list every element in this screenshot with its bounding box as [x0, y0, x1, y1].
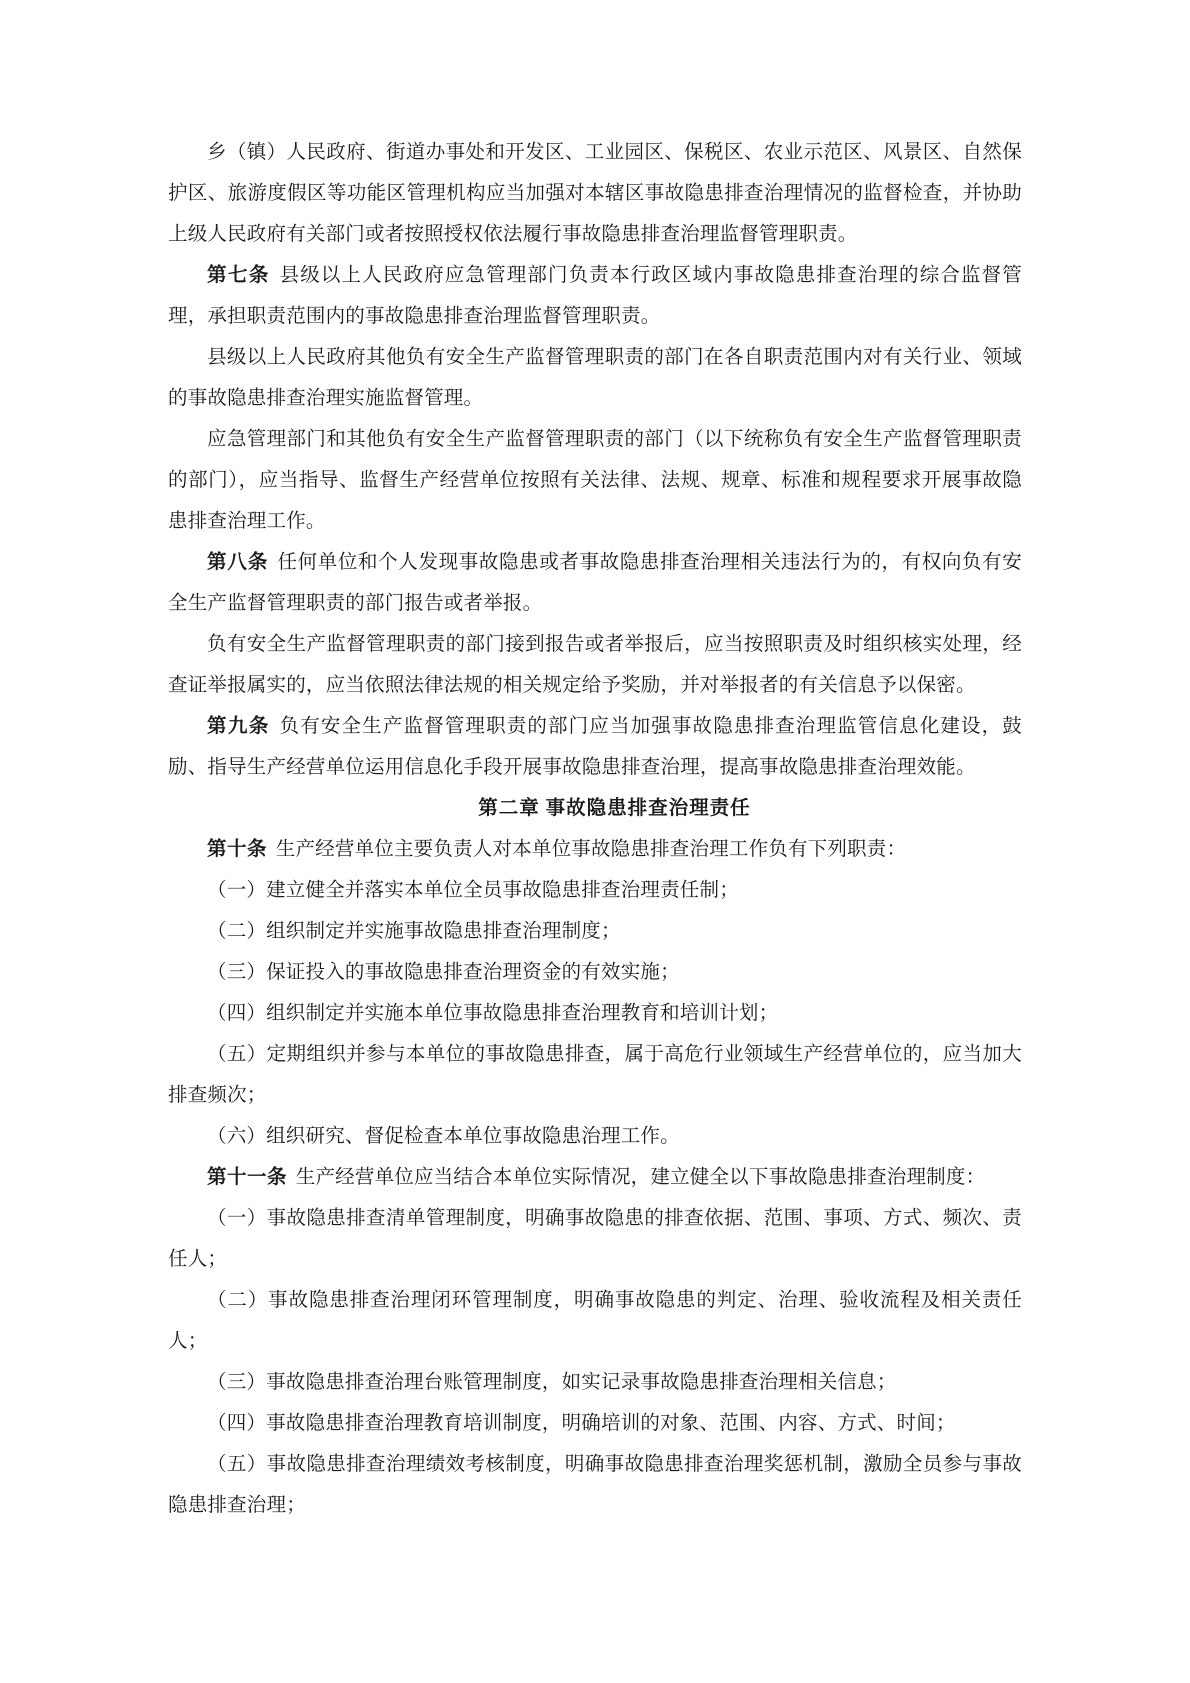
body-paragraph [168, 1444, 1022, 1526]
article-paragraph [168, 255, 1022, 337]
body-paragraph [168, 1198, 1022, 1280]
paragraph-text: 负有安全生产监督管理职责的部门接到报告或者举报后，应当按照职责及时组织核实处理，经查证举报属实的，应当依照法律法规的相关规定给予奖励，并对举报者的有关信息予以保密。 [168, 634, 1022, 696]
article-label: 第十条 [207, 839, 268, 860]
paragraph-text: 负有安全生产监督管理职责的部门应当加强事故隐患排查治理监管信息化建设，鼓励、指导生产经营单位运用信息化手段开展事故隐患排查治理，提高事故隐患排查治理效能。 [168, 716, 1022, 778]
document-body [168, 132, 1022, 1526]
paragraph-text: （三）保证投入的事故隐患排查治理资金的有效实施； [207, 962, 680, 983]
article-paragraph [168, 542, 1022, 624]
paragraph-text: （二）组织制定并实施事故隐患排查治理制度； [207, 921, 621, 942]
article-paragraph [168, 1157, 1022, 1198]
paragraph-text: 县级以上人民政府其他负有安全生产监督管理职责的部门在各自职责范围内对有关行业、领域的事故隐患排查治理实施监督管理。 [168, 347, 1022, 409]
paragraph-text: 生产经营单位主要负责人对本单位事故隐患排查治理工作负有下列职责： [275, 839, 907, 860]
body-paragraph [168, 911, 1022, 952]
paragraph-text: （六）组织研究、督促检查本单位事故隐患治理工作。 [207, 1126, 680, 1147]
body-paragraph [168, 1116, 1022, 1157]
body-paragraph [168, 1034, 1022, 1116]
paragraph-text: 任何单位和个人发现事故隐患或者事故隐患排查治理相关违法行为的，有权向负有安全生产监督管理职责的部门报告或者举报。 [168, 552, 1022, 614]
article-paragraph [168, 706, 1022, 788]
article-label: 第八条 [207, 552, 269, 573]
body-paragraph [168, 1403, 1022, 1444]
paragraph-text: 应急管理部门和其他负有安全生产监督管理职责的部门（以下统称负有安全生产监督管理职责的部门），应当指导、监督生产经营单位按照有关法律、法规、规章、标准和规程要求开展事故隐患排查治理工作。 [168, 429, 1022, 532]
body-paragraph [168, 1362, 1022, 1403]
chapter-heading [168, 788, 1022, 829]
paragraph-text: 乡（镇）人民政府、街道办事处和开发区、工业园区、保税区、农业示范区、风景区、自然保护区、旅游度假区等功能区管理机构应当加强对本辖区事故隐患排查治理情况的监督检查，并协助上级人民政府有关部门或者按照授权依法履行事故隐患排查治理监督管理职责。 [168, 142, 1022, 245]
body-paragraph [168, 624, 1022, 706]
body-paragraph [168, 1280, 1022, 1362]
paragraph-text: （三）事故隐患排查治理台账管理制度，如实记录事故隐患排查治理相关信息； [207, 1372, 897, 1393]
chapter-heading-text: 第二章 事故隐患排查治理责任 [478, 798, 751, 819]
paragraph-text: （五）定期组织并参与本单位的事故隐患排查，属于高危行业领域生产经营单位的，应当加大排查频次； [168, 1044, 1022, 1106]
paragraph-text: 县级以上人民政府应急管理部门负责本行政区域内事故隐患排查治理的综合监督管理，承担职责范围内的事故隐患排查治理监督管理职责。 [168, 265, 1022, 327]
body-paragraph [168, 337, 1022, 419]
body-paragraph [168, 870, 1022, 911]
body-paragraph [168, 993, 1022, 1034]
paragraph-text: （五）事故隐患排查治理绩效考核制度，明确事故隐患排查治理奖惩机制，激励全员参与事故隐患排查治理； [168, 1454, 1022, 1516]
article-paragraph [168, 829, 1022, 870]
body-paragraph [168, 952, 1022, 993]
paragraph-text: （一）建立健全并落实本单位全员事故隐患排查治理责任制； [207, 880, 739, 901]
paragraph-text: 生产经营单位应当结合本单位实际情况，建立健全以下事故隐患排查治理制度： [295, 1167, 986, 1188]
paragraph-text: （四）事故隐患排查治理教育培训制度，明确培训的对象、范围、内容、方式、时间； [207, 1413, 956, 1434]
paragraph-text: （一）事故隐患排查清单管理制度，明确事故隐患的排查依据、范围、事项、方式、频次、责任人； [168, 1208, 1022, 1270]
paragraph-text: （二）事故隐患排查治理闭环管理制度，明确事故隐患的判定、治理、验收流程及相关责任人； [168, 1290, 1022, 1352]
body-paragraph [168, 419, 1022, 542]
body-paragraph [168, 132, 1022, 255]
article-label: 第七条 [207, 265, 270, 286]
paragraph-text: （四）组织制定并实施本单位事故隐患排查治理教育和培训计划； [207, 1003, 779, 1024]
article-label: 第十一条 [207, 1167, 288, 1188]
article-label: 第九条 [207, 716, 270, 737]
